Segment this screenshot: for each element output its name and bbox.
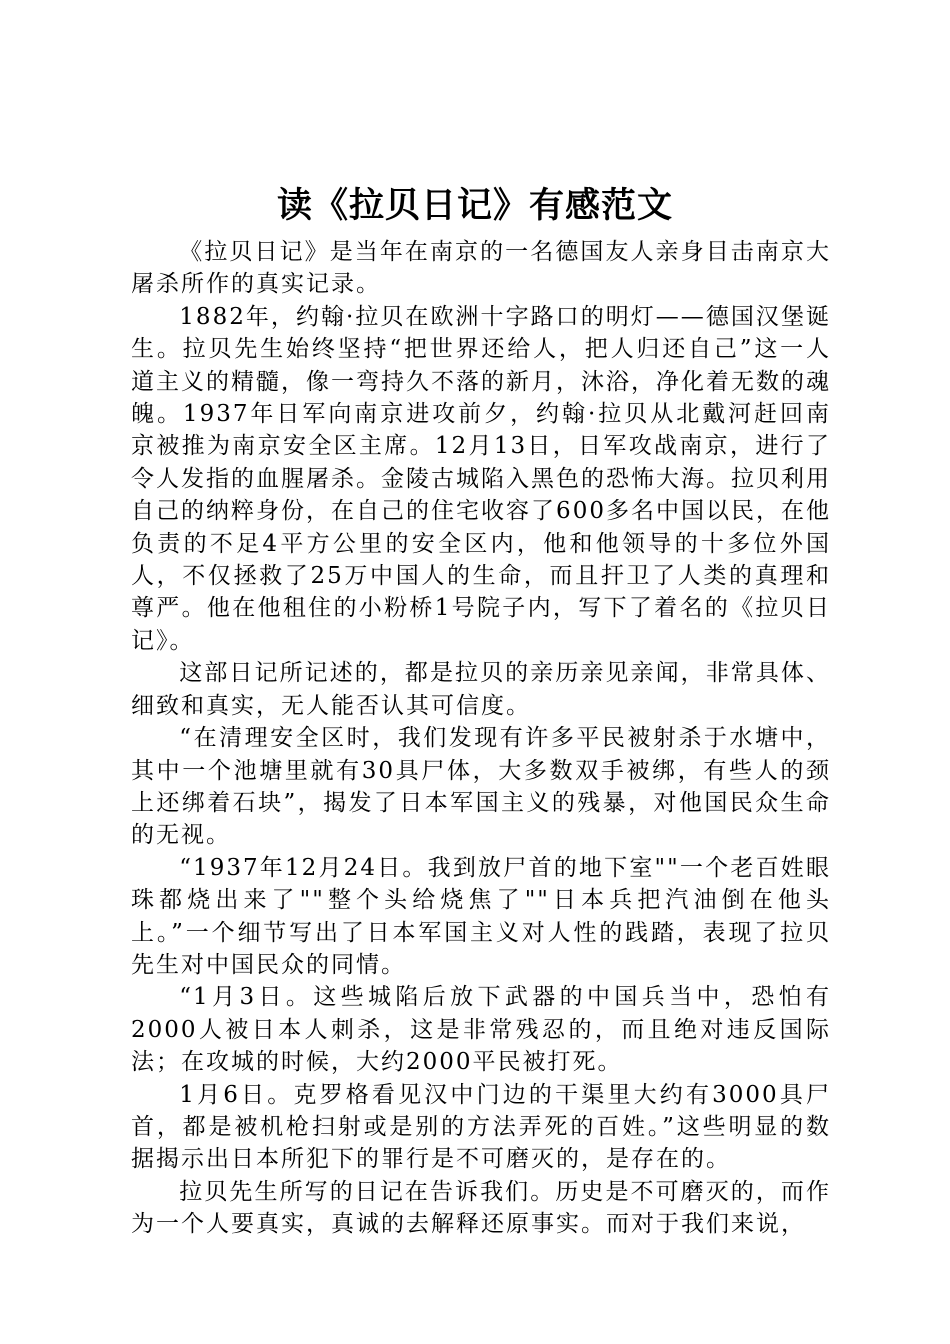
paragraph: 1882年，约翰·拉贝在欧洲十字路口的明灯——德国汉堡诞生。拉贝先生始终坚持“把世界还给人，把人归还自己”这一人道主义的精髓，像一弯持久不落的新月，沐浴，净化着无数的魂魄。1937年日军向南京进攻前夕，约翰·拉贝从北戴河赶回南京被推为南京安全区主席。12月13日，日军攻战南京，进行了令人发指的血腥屠杀。金陵古城陷入黑色的恐怖大海。拉贝利用自己的纳粹身份，在自己的住宅收容了600多名中国以民，在他负责的不足4平方公里的安全区内，他和他领导的十多位外国人，不仅拯救了25万中国人的生命，而且扞卫了人类的真理和尊严。他在他租住的小粉桥1号院子内，写下了着名的《拉贝日记》。 [131,303,831,654]
document-body [131,236,831,1241]
paragraph: “1937年12月24日。我到放尸首的地下室""一个老百姓眼珠都烧出来了""整个头给烧焦了""日本兵把汽油倒在他头上。”一个细节写出了日本军国主义对人性的践踏，表现了拉贝先生对中国民众的同情。 [131,854,831,978]
paragraph: “1月3日。这些城陷后放下武器的中国兵当中，恐怕有2000人被日本人刺杀，这是非常残忍的，而且绝对违反国际法；在攻城的时候，大约2000平民被打死。 [131,984,831,1076]
document-title: 读《拉贝日记》有感范文 [276,185,673,226]
paragraph: “在清理安全区时，我们发现有许多平民被射杀于水塘中，其中一个池塘里就有30具尸体，大多数双手被绑，有些人的颈上还绑着石块”，揭发了日本军国主义的残暴，对他国民众生命的无视。 [131,725,831,849]
paragraph: 《拉贝日记》是当年在南京的一名德国友人亲身目击南京大屠杀所作的真实记录。 [131,239,831,298]
paragraph: 拉贝先生所写的日记在告诉我们。历史是不可磨灭的，而作为一个人要真实，真诚的去解释还原事实。而对于我们来说， [131,1178,831,1238]
paragraph: 这部日记所记述的，都是拉贝的亲历亲见亲闻，非常具体、细致和真实，无人能否认其可信度。 [131,660,831,719]
paragraph: 1月6日。克罗格看见汉中门边的干渠里大约有3000具尸首，都是被机枪扫射或是别的方法弄死的百姓。”这些明显的数据揭示出日本所犯下的罪行是不可磨灭的，是存在的。 [131,1081,831,1173]
